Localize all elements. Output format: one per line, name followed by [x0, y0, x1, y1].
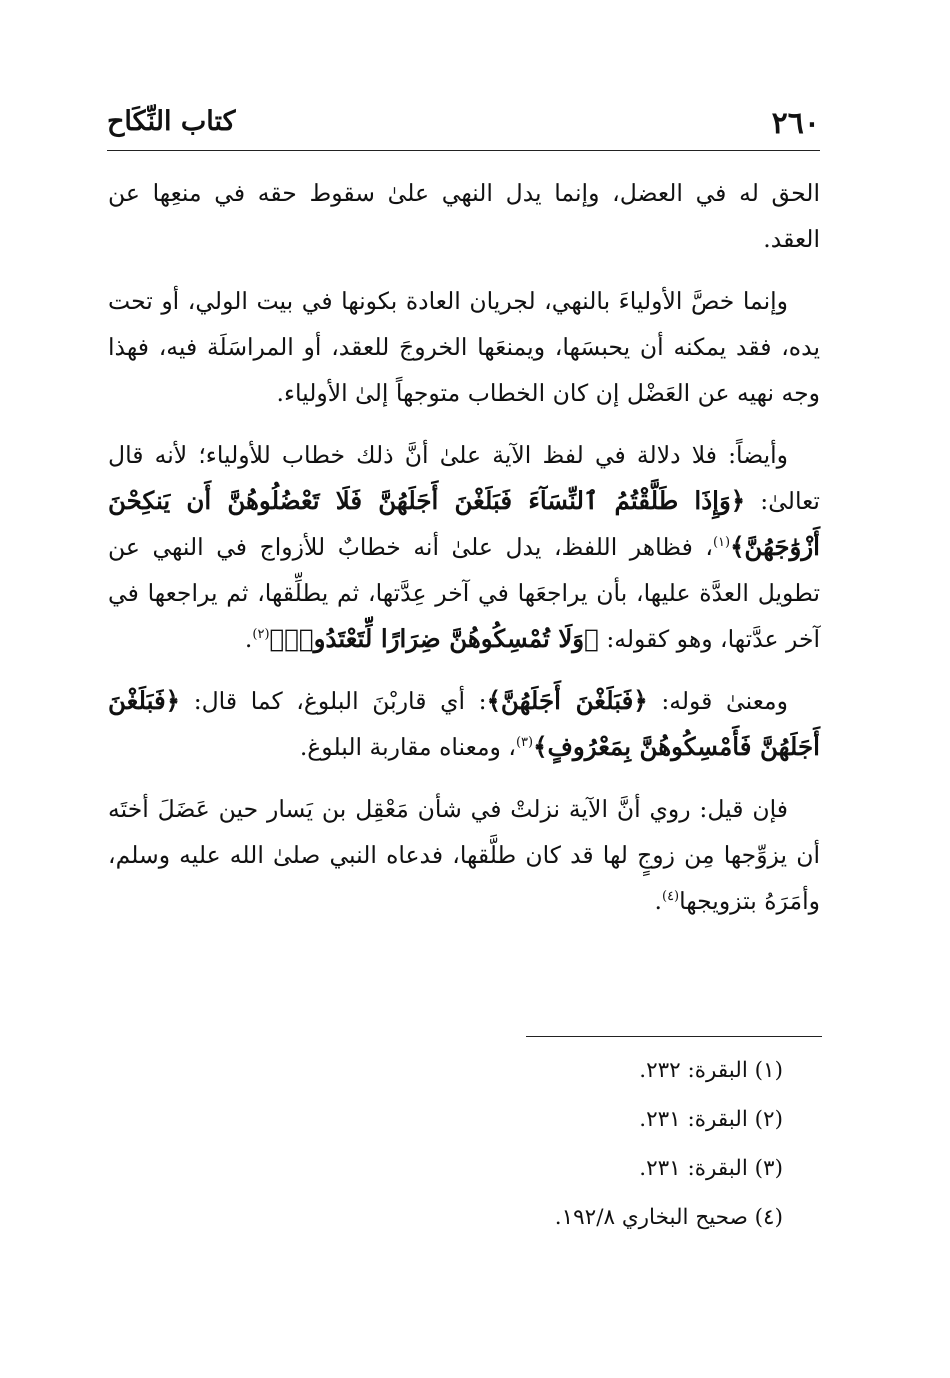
footnote-ref: (٣): [515, 735, 534, 751]
paragraph-2: وإنما خصَّ الأولياءَ بالنهي، لجريان العادة بكونها في بيت الولي، أو تحت يده، فقد يمكنه أن يحبسَها، ويمنعَها الخروجَ للعقد، أو المراسَلَة فيه، فهذا وجه نهيه عن العَضْل إن كان الخطاب متوجهاً إلىٰ الأولياء.: [108, 287, 820, 407]
main-text: [108, 170, 820, 940]
book-title: كتاب النِّكَاح: [107, 106, 236, 137]
paragraph-5: [108, 786, 820, 924]
quran-verse: ﴿فَبَلَغْنَ أَجَلَهُنَّ﴾: [486, 686, 648, 715]
footnote-4: (٤) صحيح البخاري ١٩٢/٨.: [554, 1205, 783, 1230]
paragraph-3-text: .: [244, 625, 253, 653]
quran-verse: ﴿وَلَا تُمْسِكُوهُنَّ ضِرَارًا لِّتَعْتَدُوا۟﴾: [269, 624, 599, 653]
paragraph-5-text: .: [654, 887, 662, 915]
footnote-separator: [526, 1036, 822, 1037]
paragraph-1: الحق له في العضل، وإنما يدل النهي علىٰ سقوط حقه في منعِها عن العقد.: [108, 179, 820, 253]
footnotes: [108, 1046, 783, 1242]
quran-verse: ﴿فَبَلَغْنَ أَجَلَهُنَّ فَأَمْسِكُوهُنَّ بِمَعْرُوفٍ﴾: [108, 686, 820, 761]
page-header: [107, 104, 820, 151]
paragraph-4: [108, 678, 820, 770]
quran-verse: ﴿وَإِذَا طَلَّقْتُمُ ٱلنِّسَآءَ فَبَلَغْنَ أَجَلَهُنَّ فَلَا تَعْضُلُوهُنَّ أَن يَنكِحْنَ أَزْوَٰجَهُنَّ﴾: [108, 486, 820, 561]
paragraph-4-text: : أي قاربْنَ البلوغ، كما قال:: [180, 687, 487, 715]
paragraph-3-text: وأيضاً: فلا دلالة في لفظ الآية علىٰ أنَّ ذلك خطاب للأولياء؛ لأنه قال تعالىٰ:: [108, 441, 820, 515]
page-number: ٢٦٠: [771, 106, 820, 141]
paragraph-3-text: ، فظاهر اللفظ، يدل علىٰ أنه خطابٌ للأزواج في النهي عن تطويل العدَّة عليها، بأن يراجعَها في آخر عِدَّتها، ثم يطلِّقها، ثم يراجعها في آخر عدَّتها، وهو كقوله:: [108, 533, 820, 653]
paragraph-4-text: ، ومعناه مقاربة البلوغ.: [299, 733, 516, 761]
paragraph-4-text: ومعنىٰ قوله:: [647, 687, 788, 715]
footnote-ref: (٢): [252, 627, 270, 643]
footnote-ref: (٤): [661, 889, 680, 905]
footnote-1: (١) البقرة: ٢٣٢.: [639, 1058, 783, 1083]
paragraph-3: [108, 432, 820, 662]
paragraph-5-text: فإن قيل: روي أنَّ الآية نزلتْ في شأن مَعْقِل بن يَسار حين عَضَلَ أختَه أن يزوِّجها مِن زوجٍ لها قد كان طلَّقها، فدعاه النبي صلىٰ الله عليه وسلم، وأمَرَهُ بتزويجها: [108, 795, 820, 915]
footnote-ref: (١): [712, 535, 731, 551]
footnote-2: (٢) البقرة: ٢٣١.: [639, 1107, 783, 1132]
footnote-3: (٣) البقرة: ٢٣١.: [639, 1156, 783, 1181]
